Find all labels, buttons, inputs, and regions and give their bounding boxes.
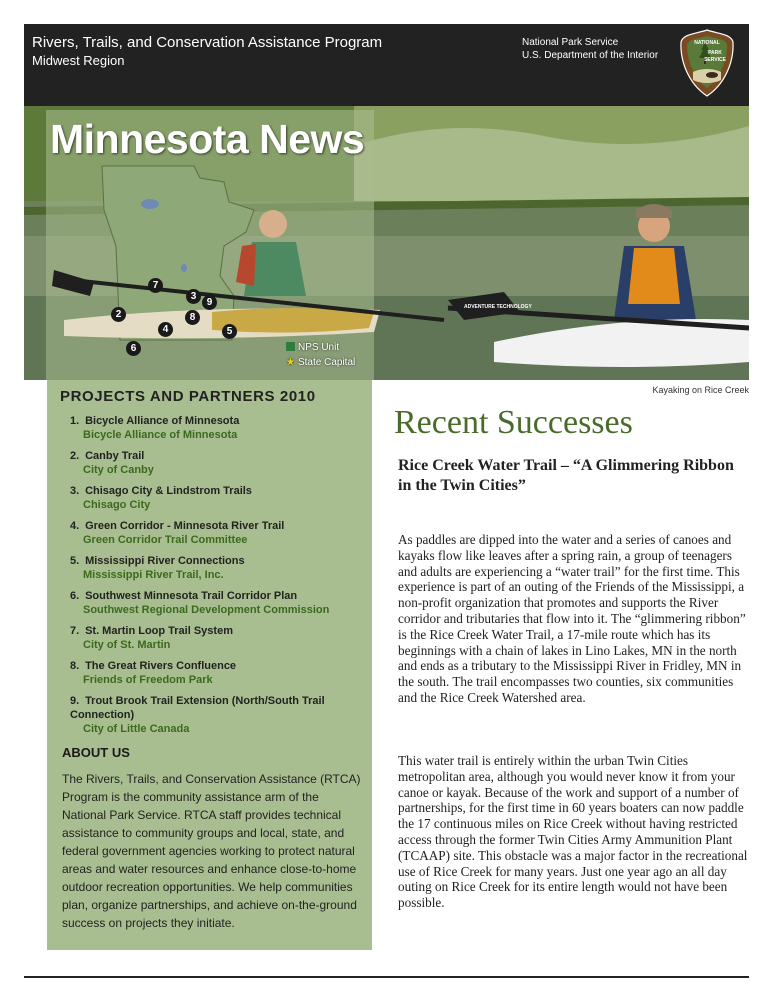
project-partner: Southwest Regional Development Commission [83,604,330,616]
map-marker: 4 [158,322,173,337]
nps-unit-swatch [286,342,295,351]
map-marker: 9 [202,295,217,310]
project-partner: City of Canby [83,464,154,476]
project-name [70,414,365,428]
project-number: 8. [70,660,80,672]
section-title: Recent Successes [394,404,633,441]
project-name [70,694,365,722]
project-name-text: Trout Brook Trail Extension (North/South Trail Connection) [70,695,325,721]
project-name-text: Mississippi River Connections [85,555,245,567]
map-marker: 7 [148,278,163,293]
list-item [70,519,365,547]
projects-title: PROJECTS AND PARTNERS 2010 [60,388,316,405]
project-name-text: Bicycle Alliance of Minnesota [85,415,240,427]
newsletter-title: Minnesota News [50,116,365,162]
legend-nps-unit [286,342,339,353]
project-partner: Mississippi River Trail, Inc. [83,569,224,581]
article-headline: Rice Creek Water Trail – “A Glimmering Ribbon in the Twin Cities” [398,457,734,494]
project-name [70,484,365,498]
project-number: 1. [70,415,80,427]
projects-list [70,414,365,743]
list-item [70,589,365,617]
list-item [70,659,365,687]
project-partner: Chisago City [83,499,151,511]
list-item [70,414,365,442]
article-paragraph-2: This water trail is entirely within the urban Twin Cities metropolitan area, although you would never know it from your canoe or kayak. Because of the work and support of a number of partnerships, for the first time in 60 years boaters can now paddle the 17 continuous miles on Rice Creek without having restricted access through the former Twin Cities Army Ammunition Plant (TCAAP) site. This obstacle was a major factor in the recreational use of Rice Creek for many years. Just one year ago an all day outing on Rice Creek for its entire length would not have been possible. [398,753,748,911]
list-item [70,554,365,582]
project-name [70,519,365,533]
project-name-text: Chisago City & Lindstrom Trails [85,485,252,497]
map-marker: 5 [222,324,237,339]
project-number: 2. [70,450,80,462]
star-icon: ★ [286,357,295,368]
project-name-text: Canby Trail [85,450,145,462]
region-name: Midwest Region [32,53,125,68]
project-name-text: Southwest Minnesota Trail Corridor Plan [85,590,298,602]
project-number: 4. [70,520,80,532]
photo-caption: Kayaking on Rice Creek [652,385,749,395]
list-item [70,484,365,512]
map-marker: 6 [126,341,141,356]
program-name: Rivers, Trails, and Conservation Assistance Program [32,34,383,51]
nps-arrowhead-logo [679,28,735,98]
about-title: ABOUT US [62,745,130,760]
project-name [70,659,365,673]
project-number: 6. [70,590,80,602]
about-text: The Rivers, Trails, and Conservation Assistance (RTCA) Program is the community assistance arm of the National Park Service. RTCA staff provides technical assistance to community groups and local, state, and federal government agencies working to protect natural areas and water resources and enhance close-to-home outdoor recreation opportunities. We help communities plan, organize partnerships, and achieve on-the-ground success on projects they initiate. [62,772,361,930]
agency-name: National Park Service [522,37,619,48]
project-name [70,624,365,638]
project-partner: City of St. Martin [83,639,171,651]
list-item [70,624,365,652]
department-name: U.S. Department of the Interior [522,50,659,61]
logo-text-service: SERVICE [704,57,726,63]
project-name [70,449,365,463]
project-partner: Bicycle Alliance of Minnesota [83,429,238,441]
list-item [70,694,365,736]
map-marker: 8 [185,310,200,325]
project-partner: City of Little Canada [83,723,190,735]
list-item [70,449,365,477]
logo-text-park: PARK [708,50,722,56]
project-name-text: St. Martin Loop Trail System [85,625,233,637]
footer-divider [24,976,749,978]
project-name-text: Green Corridor - Minnesota River Trail [85,520,285,532]
legend-nps-unit-label: NPS Unit [298,342,340,353]
project-partner: Green Corridor Trail Committee [83,534,248,546]
map-marker: 3 [186,289,201,304]
legend-state-capital [286,357,355,368]
project-number: 7. [70,625,80,637]
project-partner: Friends of Freedom Park [83,674,213,686]
project-name-text: The Great Rivers Confluence [85,660,237,672]
project-number: 9. [70,695,80,707]
project-number: 5. [70,555,80,567]
header-bar [24,24,749,106]
logo-text-national: NATIONAL [694,40,720,46]
project-name [70,589,365,603]
map-marker: 2 [111,307,126,322]
paddle-brand-label: ADVENTURE TECHNOLOGY [464,304,532,310]
project-number: 3. [70,485,80,497]
legend-state-capital-label: State Capital [297,357,356,368]
project-name [70,554,365,568]
article-paragraph-1: As paddles are dipped into the water and a series of canoes and kayaks flow like leaves after a spring rain, a group of teenagers and adults are experiencing a “water trail” for the first time. This experience is part of an outing of the Friends of the Mississippi, a non-profit organization that promotes and supports the River corridor and tributaries that flow into it. The “glimmering ribbon” is the Rice Creek Water Trail, a 17-mile route which has its beginnings with a chain of lakes in Lino Lakes, MN in the north and ends as a tributary to the Mississippi River in Fridley, MN in the south. The trail encompasses two counties, six communities and the Rice Creek Watershed area. [398,532,746,705]
